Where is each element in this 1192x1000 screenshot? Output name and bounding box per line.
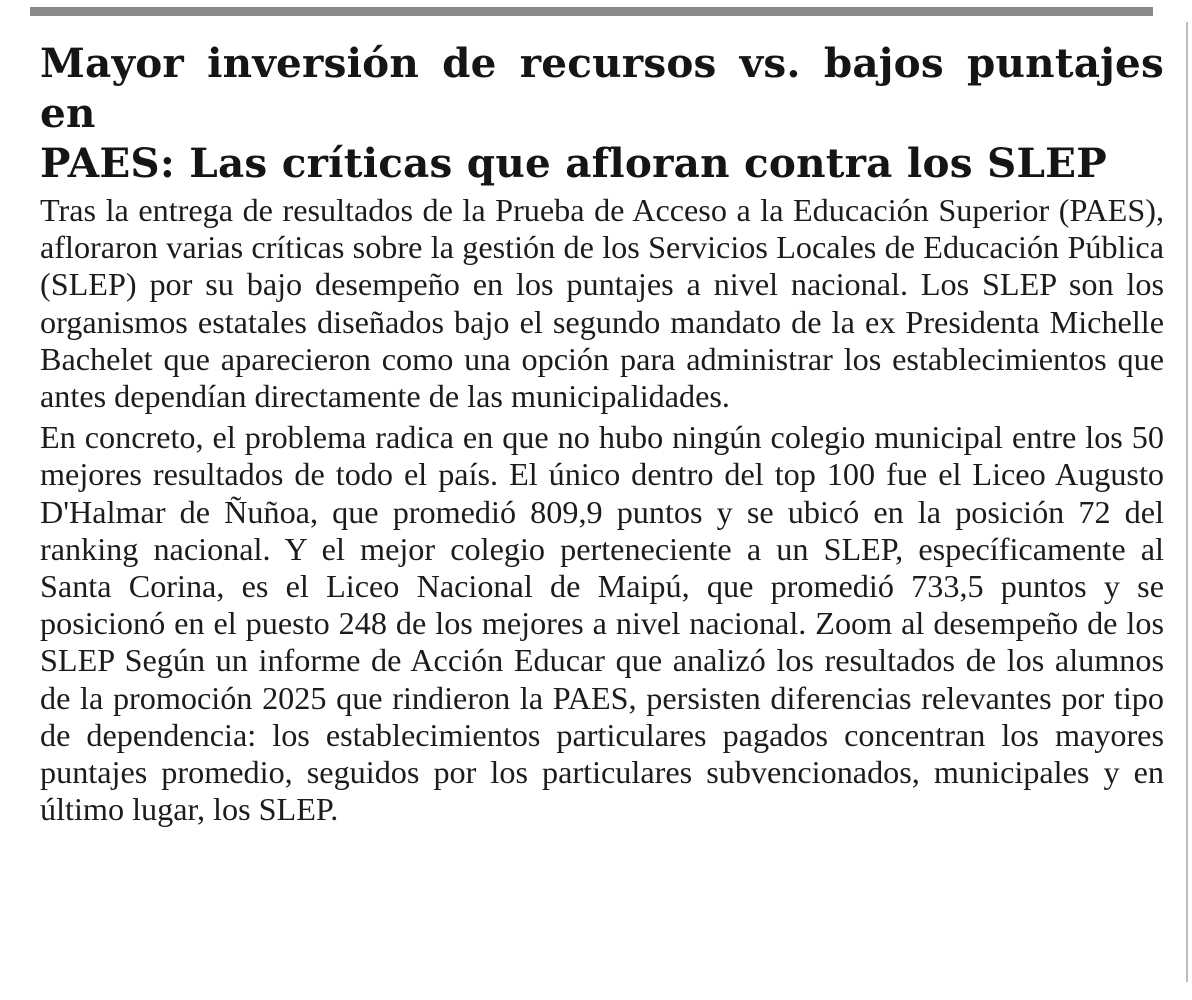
headline bbox=[40, 38, 1164, 188]
column-edge-rule bbox=[1186, 22, 1188, 982]
headline-line: PAES: Las críticas que afloran contra los SLEP bbox=[40, 139, 1107, 187]
top-divider-rule bbox=[30, 7, 1153, 16]
body-paragraph: En concreto, el problema radica en que no hubo ningún colegio municipal entre los 50 mejores resultados de todo el país. El único dentro del top 100 fue el Liceo Augusto D'Halmar de Ñuñoa, que promedió 809,9 puntos y se ubicó en la posición 72 del ranking nacional. Y el mejor colegio perteneciente a un SLEP, específicamente al Santa Corina, es el Liceo Nacional de Maipú, que promedió 733,5 puntos y se posicionó en el puesto 248 de los mejores a nivel nacional. Zoom al desempeño de los SLEP Según un informe de Acción Educar que analizó los resultados de los alumnos de la promoción 2025 que rindieron la PAES, persisten diferencias relevantes por tipo de dependencia: los establecimientos particulares pagados concentran los mayores puntajes promedio, seguidos por los particulares subvencionados, municipales y en último lugar, los SLEP. bbox=[40, 419, 1164, 828]
body-paragraph: Tras la entrega de resultados de la Prueba de Acceso a la Educación Superior (PAES), afloraron varias críticas sobre la gestión de los Servicios Locales de Educación Pública (SLEP) por su bajo desempeño en los puntajes a nivel nacional. Los SLEP son los organismos estatales diseñados bajo el segundo mandato de la ex Presidenta Michelle Bachelet que aparecieron como una opción para administrar los establecimientos que antes dependían directamente de las municipalidades. bbox=[40, 192, 1164, 415]
article bbox=[40, 38, 1164, 828]
headline-line: Mayor inversión de recursos vs. bajos puntajes en bbox=[40, 39, 1164, 137]
